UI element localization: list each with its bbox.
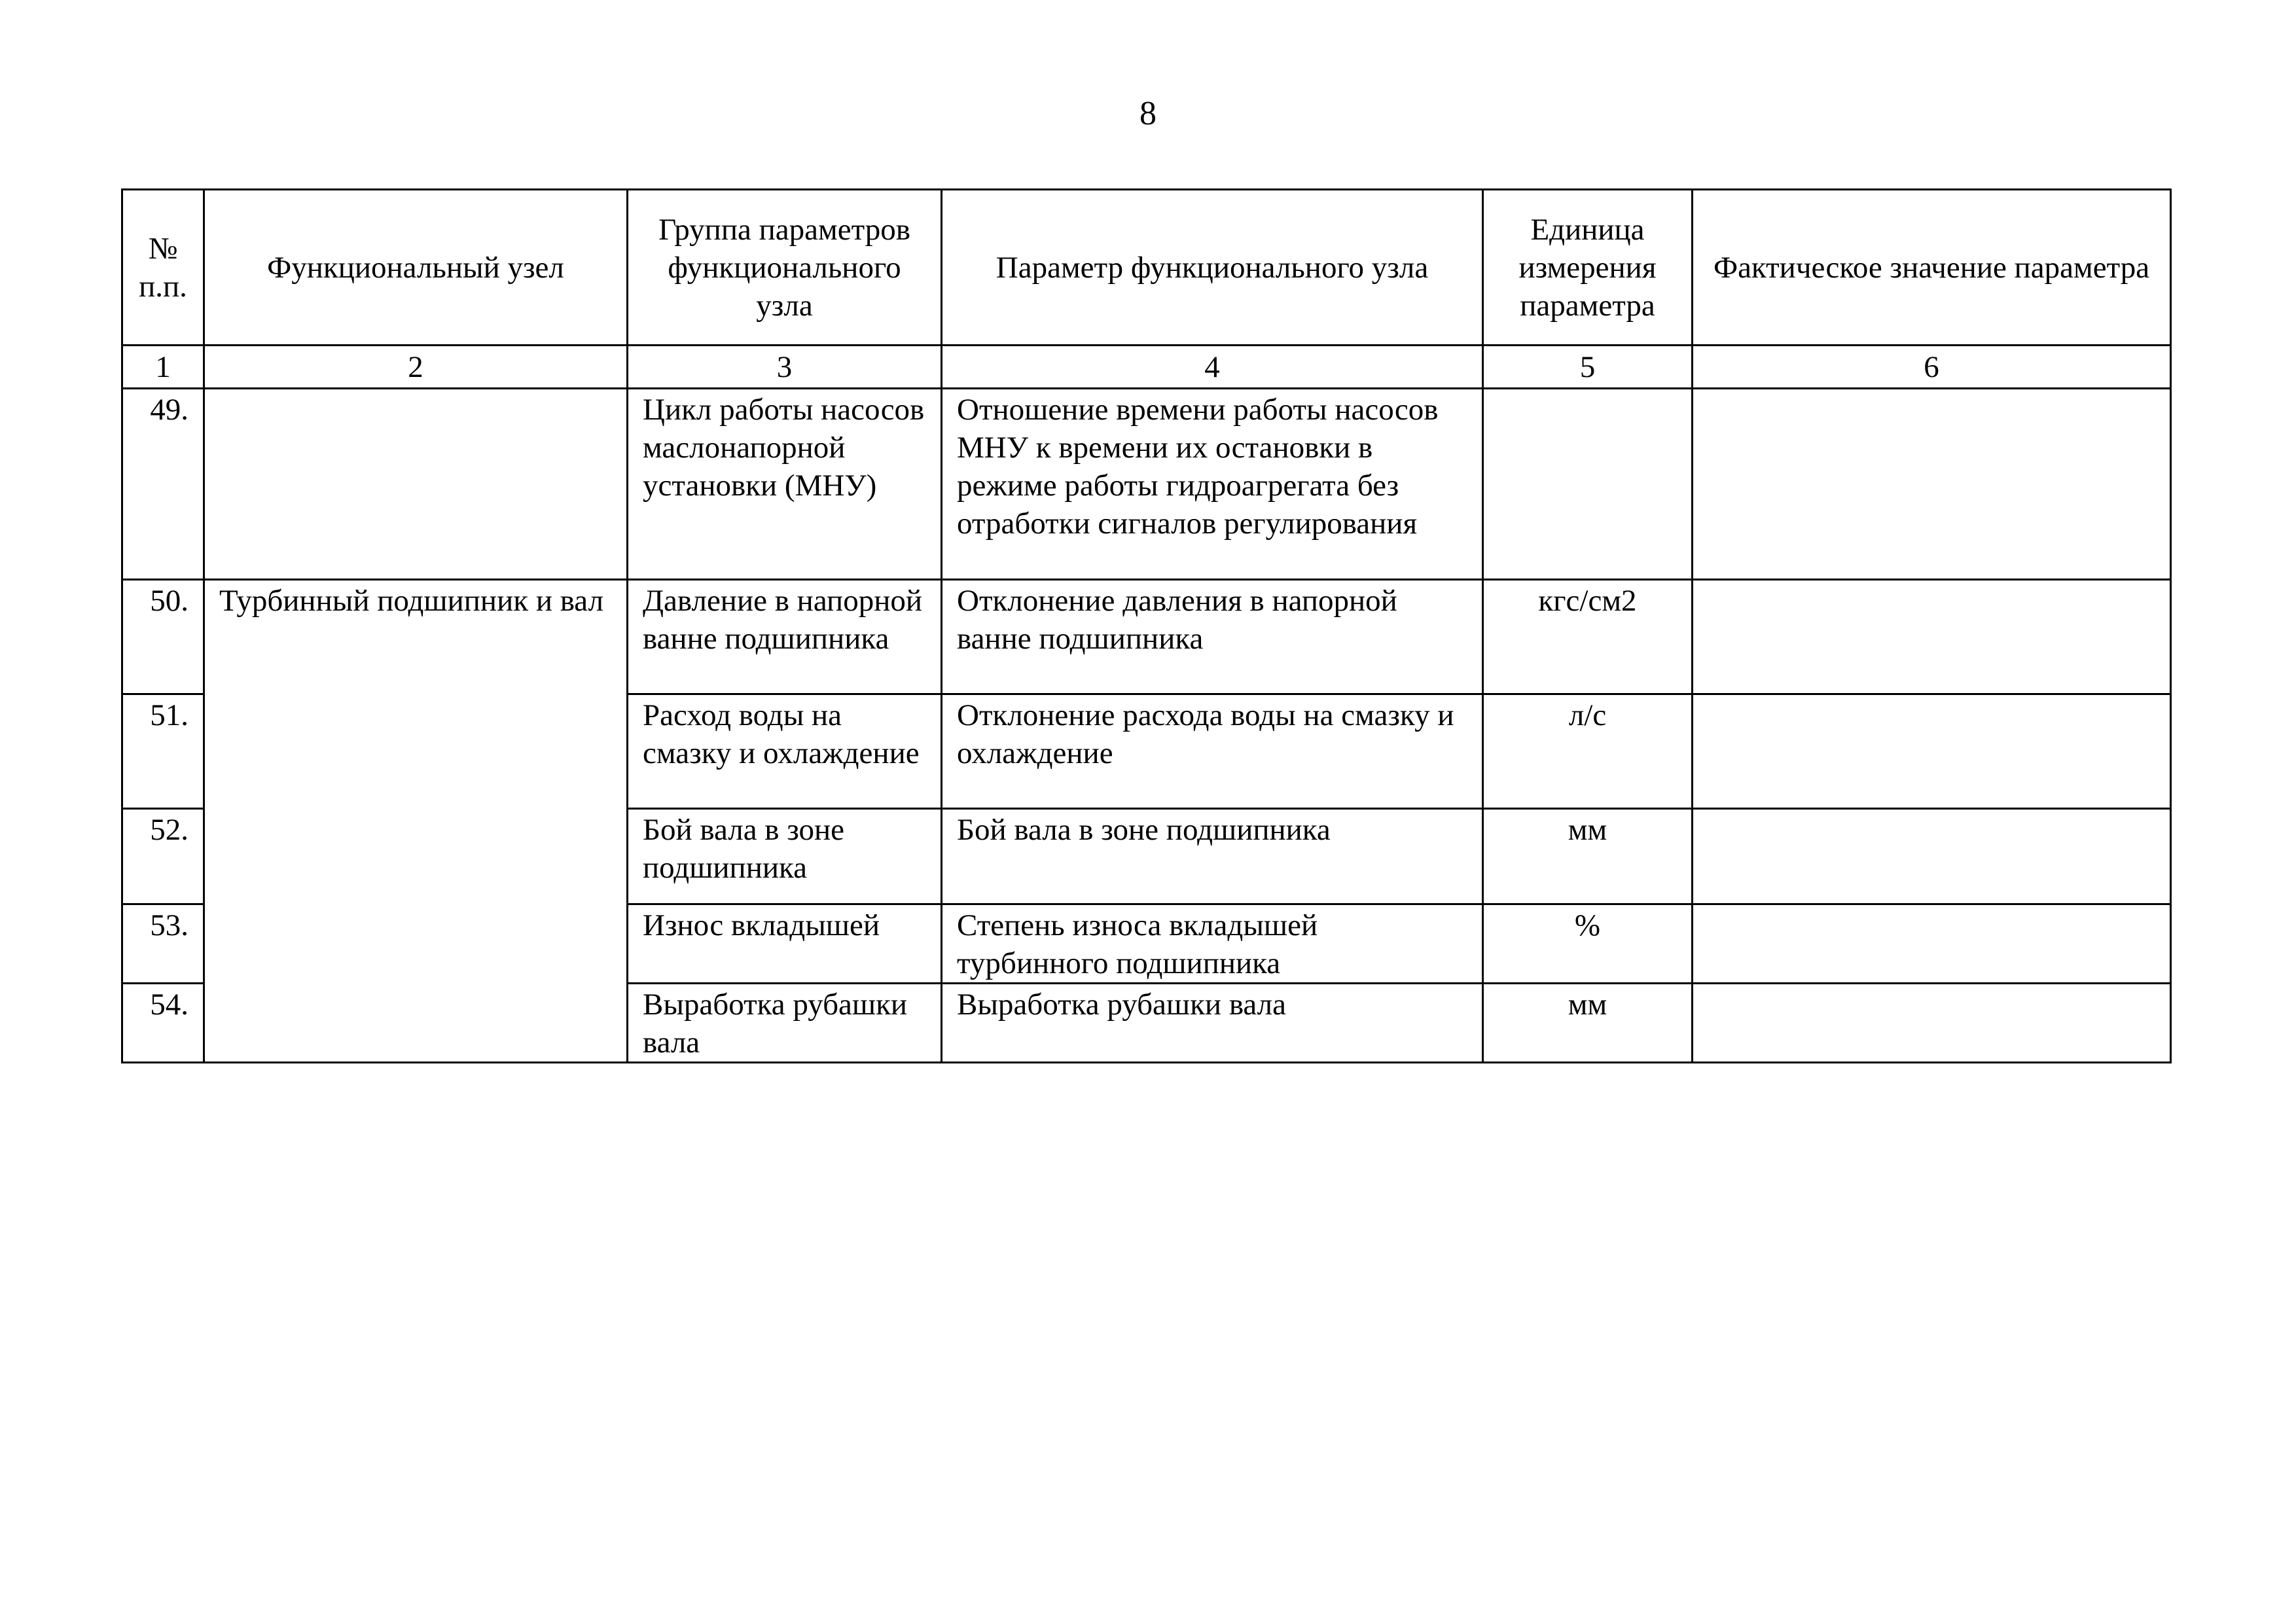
parameter-cell: Отклонение давления в напорной ванне подшипника [942, 580, 1483, 694]
column-index: 1 [122, 346, 204, 389]
row-number: 54. [122, 984, 204, 1063]
parameter-group-cell: Цикл работы насосов маслонапорной установки (МНУ) [628, 389, 942, 580]
unit-cell: мм [1483, 809, 1693, 904]
unit-cell: % [1483, 904, 1693, 984]
unit-cell: мм [1483, 984, 1693, 1063]
parameter-cell: Бой вала в зоне подшипника [942, 809, 1483, 904]
parameter-cell: Выработка рубашки вала [942, 984, 1483, 1063]
parameter-group-cell: Расход воды на смазку и охлаждение [628, 694, 942, 809]
actual-value-cell [1693, 809, 2171, 904]
row-number: 53. [122, 904, 204, 984]
header-actual-value: Фактическое значение параметра [1693, 190, 2171, 346]
parameter-cell: Отклонение расхода воды на смазку и охлаждение [942, 694, 1483, 809]
page-number: 8 [1139, 95, 1157, 132]
header-functional-node: Функциональный узел [204, 190, 628, 346]
actual-value-cell [1693, 694, 2171, 809]
column-index: 2 [204, 346, 628, 389]
column-index: 3 [628, 346, 942, 389]
functional-node-cell: Турбинный подшипник и вал [204, 580, 628, 1063]
parameters-table [121, 188, 2172, 1063]
header-number: № п.п. [122, 190, 204, 346]
row-number: 51. [122, 694, 204, 809]
table-header-row [122, 190, 2171, 346]
header-parameter: Параметр функционального узла [942, 190, 1483, 346]
actual-value-cell [1693, 580, 2171, 694]
actual-value-cell [1693, 904, 2171, 984]
actual-value-cell [1693, 984, 2171, 1063]
table-row [122, 389, 2171, 580]
actual-value-cell [1693, 389, 2171, 580]
row-number: 49. [122, 389, 204, 580]
row-number: 50. [122, 580, 204, 694]
header-parameter-group: Группа параметров функционального узла [628, 190, 942, 346]
parameter-group-cell: Давление в напорной ванне подшипника [628, 580, 942, 694]
unit-cell: кгс/см2 [1483, 580, 1693, 694]
column-index-row [122, 346, 2171, 389]
parameter-cell: Степень износа вкладышей турбинного подшипника [942, 904, 1483, 984]
column-index: 6 [1693, 346, 2171, 389]
table-row [122, 580, 2171, 694]
column-index: 5 [1483, 346, 1693, 389]
row-number: 52. [122, 809, 204, 904]
parameter-group-cell: Выработка рубашки вала [628, 984, 942, 1063]
parameter-group-cell: Бой вала в зоне подшипника [628, 809, 942, 904]
unit-cell [1483, 389, 1693, 580]
parameter-group-cell: Износ вкладышей [628, 904, 942, 984]
header-unit: Единица измерения параметра [1483, 190, 1693, 346]
unit-cell: л/с [1483, 694, 1693, 809]
functional-node-cell [204, 389, 628, 580]
column-index: 4 [942, 346, 1483, 389]
parameter-cell: Отношение времени работы насосов МНУ к времени их остановки в режиме работы гидроагрегата без отработки сигналов регулирования [942, 389, 1483, 580]
